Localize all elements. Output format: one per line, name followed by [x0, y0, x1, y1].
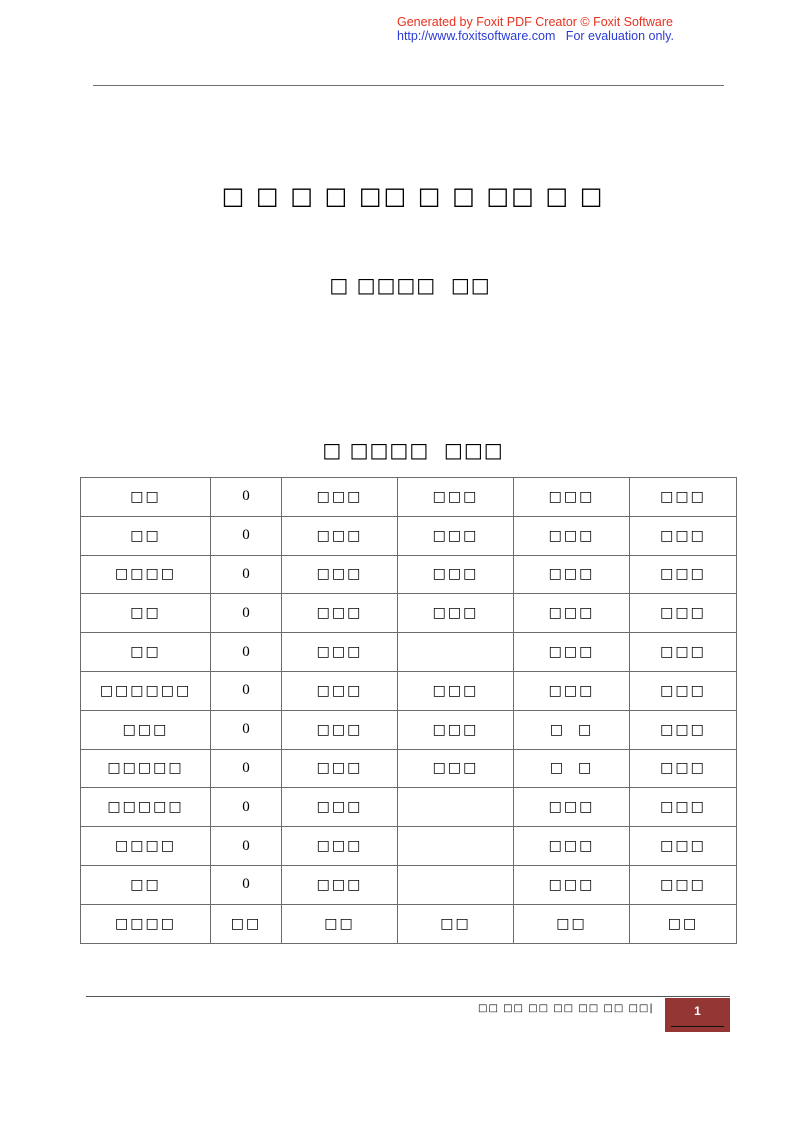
table-cell: □□□: [282, 516, 398, 555]
table-cell: □□□□□□: [81, 671, 211, 710]
table-cell: □□: [514, 904, 630, 943]
table-cell: 0: [211, 516, 282, 555]
table-cell: □□□: [398, 594, 514, 633]
table-cell: □□□: [514, 516, 630, 555]
table-cell: □□□: [398, 478, 514, 517]
table-cell: □□□: [514, 594, 630, 633]
table-cell: □□□: [282, 478, 398, 517]
table-cell: 0: [211, 478, 282, 517]
table-cell: □□□: [398, 710, 514, 749]
document-subtitle: □ □□□□ □□: [329, 273, 491, 297]
table-cell: □□: [81, 633, 211, 672]
table-cell: □ □: [514, 749, 630, 788]
table-row: [81, 478, 737, 517]
table-cell: □□□: [282, 865, 398, 904]
table-row: [81, 865, 737, 904]
table-cell: 0: [211, 671, 282, 710]
table-cell: [398, 788, 514, 827]
table-cell: □□: [81, 478, 211, 517]
table-cell: 0: [211, 633, 282, 672]
table-cell: □□□: [514, 788, 630, 827]
table-row: [81, 710, 737, 749]
table-cell: □ □: [514, 710, 630, 749]
table-cell: □□□: [514, 478, 630, 517]
table-cell: □□□: [282, 710, 398, 749]
table-cell: □□□: [630, 865, 737, 904]
table-row: [81, 633, 737, 672]
table-cell: □□□: [398, 749, 514, 788]
watermark-line-1: Generated by Foxit PDF Creator © Foxit Software: [397, 15, 673, 29]
page-number-badge: [665, 998, 730, 1032]
table-cell: □□□: [282, 788, 398, 827]
table-cell: □□□: [282, 827, 398, 866]
table-cell: □□: [81, 865, 211, 904]
table-cell: □□□: [514, 671, 630, 710]
table-cell: 0: [211, 749, 282, 788]
table-cell: [398, 865, 514, 904]
table-cell: [398, 633, 514, 672]
watermark-line-2: http://www.foxitsoftware.com For evaluation only.: [397, 29, 674, 43]
table-cell: □□□: [514, 865, 630, 904]
table-cell: 0: [211, 827, 282, 866]
table-row: [81, 594, 737, 633]
table-row: [81, 671, 737, 710]
table-cell: 0: [211, 555, 282, 594]
table-cell: □□□: [398, 516, 514, 555]
table-cell: □□□□□: [81, 788, 211, 827]
table-cell: □□: [630, 904, 737, 943]
table-cell: 0: [211, 865, 282, 904]
table-caption: □ □□□□ □□□: [322, 438, 504, 462]
table-cell: □□□: [630, 749, 737, 788]
page-number-underline: [671, 1026, 724, 1027]
table-cell: □□□□: [81, 904, 211, 943]
table-cell: □□: [211, 904, 282, 943]
footer-divider: [86, 996, 730, 997]
table-cell: □□: [282, 904, 398, 943]
table-cell: 0: [211, 788, 282, 827]
table-cell: □□□□□: [81, 749, 211, 788]
document-title: □ □ □ □ □□ □ □ □□ □ □: [221, 182, 605, 210]
table-cell: □□□: [630, 478, 737, 517]
footer-text: □□ □□ □□ □□ □□ □□ □□|: [478, 1003, 654, 1014]
page-number: 1: [694, 1004, 701, 1018]
table-cell: 0: [211, 594, 282, 633]
table-cell: □□□: [630, 594, 737, 633]
table-cell: □□□□: [81, 827, 211, 866]
table-row: [81, 788, 737, 827]
table-row: [81, 555, 737, 594]
table-cell: □□□□: [81, 555, 211, 594]
table-cell: □□□: [630, 788, 737, 827]
table-cell: □□□: [81, 710, 211, 749]
table-cell: □□□: [282, 555, 398, 594]
table-cell: 0: [211, 710, 282, 749]
foxit-watermark: [397, 15, 674, 43]
table-row: [81, 904, 737, 943]
table-cell: □□□: [398, 555, 514, 594]
data-table: [80, 477, 737, 944]
table-cell: □□: [81, 516, 211, 555]
table-cell: □□□: [514, 633, 630, 672]
table-cell: □□: [81, 594, 211, 633]
table-cell: □□□: [282, 633, 398, 672]
table-row: [81, 749, 737, 788]
table-cell: □□□: [630, 516, 737, 555]
table-cell: □□□: [630, 671, 737, 710]
table-cell: □□□: [630, 633, 737, 672]
table-cell: □□□: [398, 671, 514, 710]
header-divider: [93, 85, 724, 86]
table-cell: □□□: [514, 555, 630, 594]
table-cell: □□□: [282, 671, 398, 710]
table-cell: □□□: [514, 827, 630, 866]
table-cell: [398, 827, 514, 866]
table-row: [81, 516, 737, 555]
table-cell: □□□: [282, 749, 398, 788]
table-cell: □□: [398, 904, 514, 943]
table-cell: □□□: [630, 827, 737, 866]
table-row: [81, 827, 737, 866]
table-cell: □□□: [630, 710, 737, 749]
table-cell: □□□: [282, 594, 398, 633]
table-cell: □□□: [630, 555, 737, 594]
